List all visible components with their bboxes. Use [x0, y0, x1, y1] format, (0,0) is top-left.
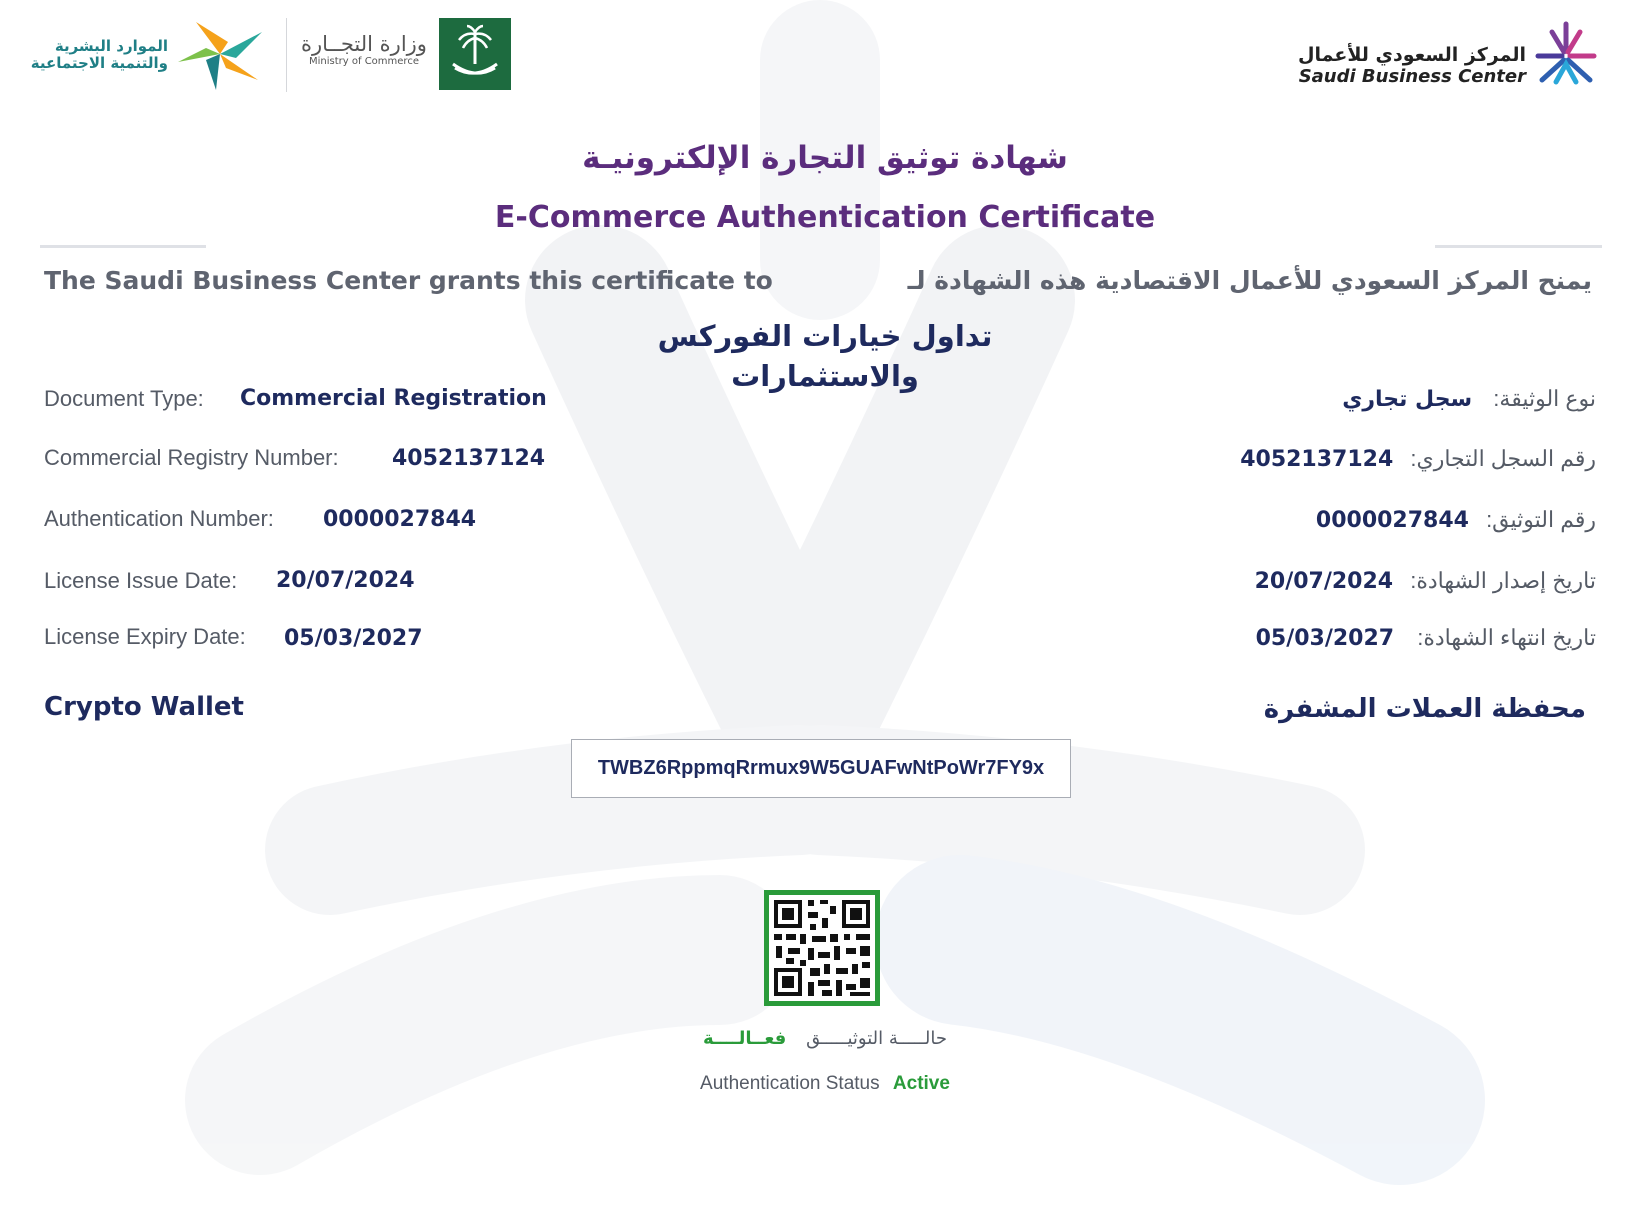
sbc-star-icon: [1530, 16, 1602, 88]
hrsd-logo-line2: والتنمية الاجتماعية: [30, 54, 168, 72]
document-type-label: Document Type:: [44, 386, 204, 411]
grant-text-english: The Saudi Business Center grants this certificate to: [44, 266, 773, 295]
qr-code[interactable]: [764, 890, 880, 1006]
registry-number-value: 4052137124: [392, 446, 546, 471]
right-divider: [1435, 245, 1602, 248]
ar-expiry-date-value: 05/03/2027: [1255, 626, 1395, 651]
title-english: E-Commerce Authentication Certificate: [494, 200, 1156, 235]
document-type-value: Commercial Registration: [240, 386, 547, 411]
hrsd-logo-text: [30, 38, 168, 72]
left-divider: [40, 245, 206, 248]
issue-date-label: License Issue Date:: [44, 568, 238, 593]
sbc-logo-text: [1290, 44, 1526, 88]
ar-authentication-number-row: [1040, 507, 1596, 533]
grant-text-arabic: يمنح المركز السعودي للأعمال الاقتصادية هذه الشهادة لـ: [907, 266, 1592, 295]
sbc-arabic: المركز السعودي للأعمال: [1298, 44, 1526, 66]
palm-swords-emblem-icon: [439, 18, 511, 90]
ar-authentication-number-label: رقم التوثيق:: [1486, 507, 1596, 532]
ar-expiry-date-label: تاريخ انتهاء الشهادة:: [1417, 625, 1596, 650]
moc-arabic: وزارة التجــارة: [301, 32, 427, 56]
sbc-english: Saudi Business Center: [1298, 66, 1526, 87]
authentication-number-label: Authentication Number:: [44, 506, 274, 531]
ar-registry-number-row: [1040, 446, 1596, 472]
crypto-wallet-label-en: Crypto Wallet: [44, 692, 244, 722]
ar-document-type-row: [1040, 386, 1596, 412]
status-label-en: Authentication Status: [700, 1073, 880, 1094]
ar-registry-number-value: 4052137124: [1240, 447, 1394, 472]
logo-divider: [286, 18, 287, 92]
ar-registry-number-label: رقم السجل التجاري:: [1410, 446, 1596, 471]
status-value-ar: فعــالــــة: [703, 1028, 787, 1049]
moc-english: Ministry of Commerce: [309, 56, 419, 67]
ar-issue-date-row: [1040, 568, 1596, 594]
authentication-status-ar: [625, 1028, 1025, 1049]
holder-line1: تداول خيارات الفوركس: [657, 319, 993, 353]
hrsd-star-icon: [176, 18, 268, 92]
authentication-status-en: [625, 1073, 1025, 1095]
ar-document-type-label: نوع الوثيقة:: [1493, 386, 1596, 411]
issue-date-value: 20/07/2024: [276, 568, 415, 593]
authentication-number-value: 0000027844: [323, 507, 477, 532]
ar-document-type-value: سجل تجاري: [1342, 387, 1473, 412]
ar-issue-date-value: 20/07/2024: [1254, 569, 1394, 594]
wallet-address-field[interactable]: TWBZ6RppmqRrmux9W5GUAFwNtPoWr7FY9x: [571, 739, 1071, 798]
ar-authentication-number-value: 0000027844: [1315, 508, 1469, 533]
hrsd-logo-line1: الموارد البشرية: [54, 37, 168, 55]
ar-expiry-date-row: [1040, 625, 1596, 651]
status-value-en: Active: [892, 1073, 950, 1094]
crypto-wallet-label-ar: محفظة العملات المشفرة: [1263, 694, 1586, 724]
status-label-ar: حالـــــة التوثيـــــق: [806, 1028, 947, 1049]
holder-line2: والاستثمارات: [731, 359, 919, 393]
expiry-date-value: 05/03/2027: [284, 626, 423, 651]
ar-issue-date-label: تاريخ إصدار الشهادة:: [1410, 568, 1596, 593]
registry-number-label: Commercial Registry Number:: [44, 445, 339, 470]
moc-logo-text: [300, 32, 428, 68]
certificate-holder-name: [625, 316, 1025, 396]
title-arabic: شهادة توثيق التجارة الإلكترونيـة: [582, 140, 1068, 176]
expiry-date-label: License Expiry Date:: [44, 624, 246, 649]
